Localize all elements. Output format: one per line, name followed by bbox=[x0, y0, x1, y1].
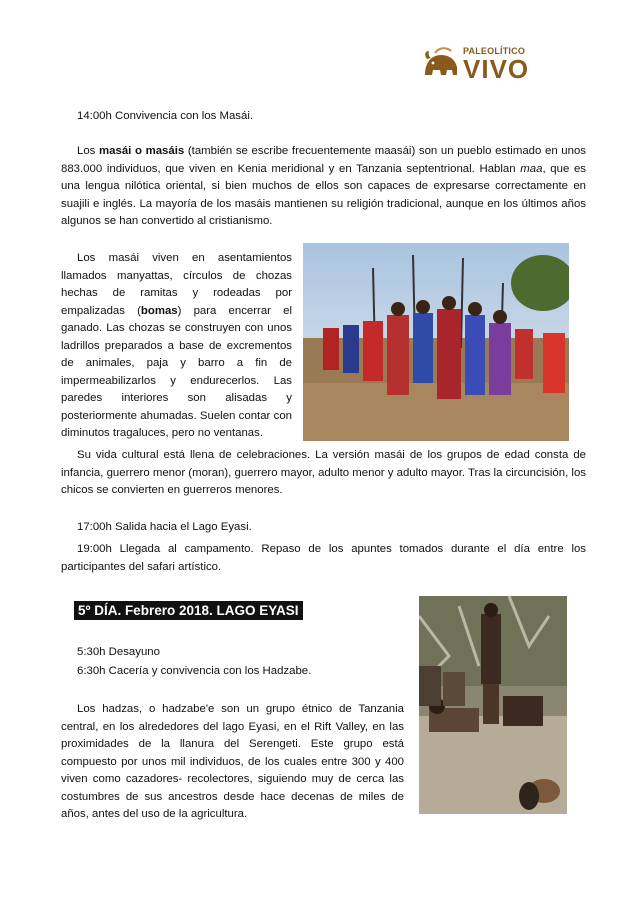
para1-italic-maa: maa bbox=[520, 162, 543, 175]
para1-intro: Los bbox=[77, 145, 100, 157]
time-line-1700: 17:00h Salida hacia el Lago Eyasi. bbox=[77, 521, 252, 533]
logo-big-text: VIVO bbox=[463, 54, 530, 84]
cultural-life-paragraph: Su vida cultural está llena de celebraciones. La versión masái de los grupos de edad consta de infancia, guerrero menor (moran), guerrero mayor, adulto menor y adulto mayor. Tras la circuncisión, los chicos se convierten en guerreros menores. bbox=[61, 449, 586, 496]
bison-icon bbox=[421, 45, 461, 85]
para1-text1: (también se escribe frecuentemente maasái) son un pueblo estimado en unos 883.000 individuos, que viven en Kenia meridional y en Tanzania septentrional. Hablan bbox=[61, 145, 587, 175]
logo-small-text: PALEOLÍTICO bbox=[463, 46, 526, 56]
para2-text1: Los masái viven en asentamientos llamados manyattas, círculos de chozas hechas de ramitas y rodeadas por empalizadas ( bbox=[61, 252, 292, 317]
paleolitico-vivo-logo bbox=[421, 43, 533, 85]
para2-text2: ) para encerrar el ganado. Las chozas se construyen con unos ladrillos preparados a base de excrementos de animales, paja y barro a fin de impermeabilizarlos y endurecerlos. Las paredes interiores son alisadas y posteriormente ahumadas. Suelen contar con diminutos tragaluces, pero no ventanas. bbox=[61, 304, 292, 439]
time-line-1900: 19:00h Llegada al campamento. Repaso de los apuntes tomados durante el día entre los participantes del safari artístico. bbox=[61, 543, 586, 573]
masai-dance-photo bbox=[303, 243, 569, 441]
time-line-0630: 6:30h Cacería y convivencia con los Hadzabe. bbox=[77, 665, 312, 677]
para1-text2: , que es una lengua nilótica oriental, si bien muchos de ellos son capaces de expresarse correctamente en suajili e inglés. La mayoría de los masáis mantienen su religión tradicional, aunque en los últimos años algunos se han convertido al cristianismo. bbox=[61, 162, 586, 227]
masai-intro-paragraph bbox=[61, 143, 586, 231]
hadzabe-paragraph: Los hadzas, o hadzabe'e son un grupo étnico de Tanzania central, en los alrededores del lago Eyasi, en el Rift Valley, en las proximidades de la llanura del Serengeti. Este grupo está compuesto por unos mil individuos, de los cuales entre 300 y 400 viven como cazadores- recolectores, siguiendo muy de cerca las costumbres de sus ancestros desde hace decenas de miles de años, antes del uso de la agricultura. bbox=[61, 703, 404, 820]
para2-bold-bomas: bomas bbox=[140, 304, 178, 317]
hadzabe-photo bbox=[419, 596, 567, 814]
masai-settlements-paragraph bbox=[61, 250, 292, 443]
para1-bold-masai: masái o masáis bbox=[99, 145, 185, 157]
time-line-0530: 5:30h Desayuno bbox=[77, 646, 160, 658]
time-line-1400: 14:00h Convivencia con los Masái. bbox=[77, 110, 254, 122]
day5-heading: 5º DÍA. Febrero 2018. LAGO EYASI bbox=[74, 601, 303, 620]
